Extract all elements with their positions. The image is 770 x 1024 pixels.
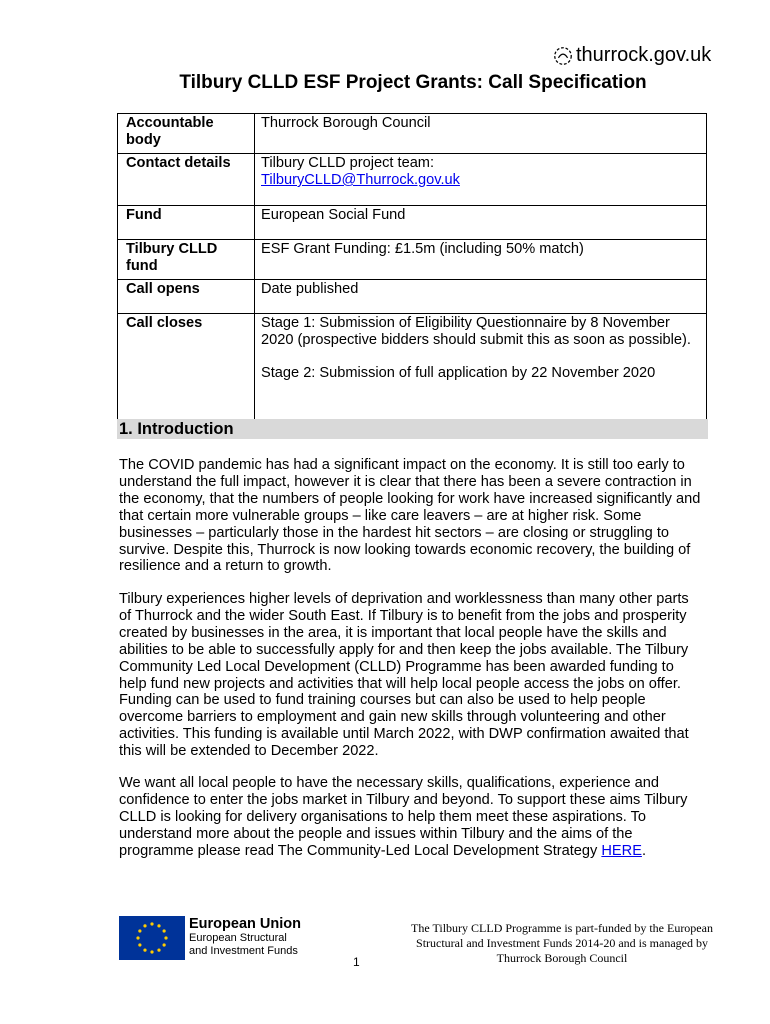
eu-title: European Union: [189, 916, 301, 932]
eu-star: [163, 943, 166, 946]
clld-fund-label: Tilbury CLLD fund: [118, 240, 255, 280]
table-row: [118, 154, 707, 206]
intro-paragraph-3-text: We want all local people to have the necessary skills, qualifications, experience and confidence to enter the jobs market in Tilbury and beyond. To support these aims Tilbury CLLD is looking for delivery organisations to help them meet these aspirations. To understand more about the people and issues within Tilbury and the aims of the programme please read The Community-Led Local Development Strategy: [119, 775, 688, 859]
accountable-label: Accountable body: [118, 114, 255, 154]
fund-label: Fund: [118, 206, 255, 240]
call-closes-stage2: Stage 2: Submission of full application by 22 November 2020: [261, 365, 656, 381]
eu-star: [143, 949, 146, 952]
eu-line-1: European Structural: [189, 932, 287, 944]
thurrock-emblem-icon: [552, 45, 574, 67]
section-heading-introduction: 1. Introduction: [117, 419, 708, 439]
call-opens-label: Call opens: [118, 280, 255, 314]
eu-star: [138, 943, 141, 946]
funding-footnote: The Tilbury CLLD Programme is part-funded by the European Structural and Investment Funds 2014-20 and is managed by Thurrock Borough Council: [411, 921, 713, 965]
call-closes-stage1: Stage 1: Submission of Eligibility Questionnaire by 8 November 2020 (prospective bidders should submit this as soon as possible).: [261, 315, 691, 348]
eu-star: [150, 950, 153, 953]
intro-paragraph-3: [119, 775, 704, 860]
contact-email-link[interactable]: TilburyCLLD@Thurrock.gov.uk: [261, 172, 460, 188]
call-spec-table: [117, 113, 707, 420]
eu-star: [157, 924, 160, 927]
call-closes-label: Call closes: [118, 314, 255, 420]
intro-paragraph-1: The COVID pandemic has had a significant impact on the economy. It is still too early to understand the full impact, however it is clear that there has been a severe contraction in the economy, that the numbers of people looking for work have increased significantly and that certain more vulnerable groups – like care leavers – are at higher risk. Some businesses – particularly those in the hardest hit sectors – are closing or struggling to survive. Despite this, Thurrock is now looking towards economic recovery, the building of resilience and a return to growth.: [119, 457, 701, 575]
contact-value: [255, 154, 707, 206]
eu-star: [164, 936, 167, 939]
thurrock-logo: [552, 44, 711, 67]
eu-funding-logo: [119, 916, 301, 960]
eu-flag-icon: [119, 916, 185, 960]
table-row: [118, 314, 707, 420]
eu-line-2: and Investment Funds: [189, 945, 298, 957]
fund-value: European Social Fund: [255, 206, 707, 240]
eu-star: [163, 929, 166, 932]
page-number: 1: [353, 955, 360, 969]
logo-text: thurrock.gov.uk: [576, 44, 712, 66]
contact-team: Tilbury CLLD project team:: [261, 155, 435, 171]
table-row: [118, 114, 707, 154]
table-row: [118, 280, 707, 314]
call-opens-value: Date published: [255, 280, 707, 314]
contact-label: Contact details: [118, 154, 255, 206]
eu-star: [136, 936, 139, 939]
table-row: [118, 240, 707, 280]
clld-fund-value: ESF Grant Funding: £1.5m (including 50% match): [255, 240, 707, 280]
eu-star: [157, 949, 160, 952]
eu-logo-text: [189, 916, 301, 958]
intro-paragraph-3-end: .: [641, 842, 646, 859]
call-closes-value: [255, 314, 707, 420]
table-row: [118, 206, 707, 240]
eu-star: [150, 922, 153, 925]
strategy-here-link[interactable]: HERE: [601, 842, 642, 859]
eu-star: [138, 929, 141, 932]
accountable-value: Thurrock Borough Council: [255, 114, 707, 154]
intro-paragraph-2: Tilbury experiences higher levels of deprivation and worklessness than many other parts of Thurrock and the wider South East. If Tilbury is to benefit from the jobs and prosperity created by businesses in the area, it is important that local people have the skills and abilities to be able to successfully apply for and then keep the jobs available. The Tilbury Community Led Local Development (CLLD) Programme has been awarded funding to help fund new projects and activities that will help local people access the jobs on offer. Funding can be used to fund training courses but can also be used to help people overcome barriers to employment and gain new skills through volunteering and other activities. This funding is available until March 2022, with DWP confirmation awaited that this will be extended to December 2022.: [119, 591, 689, 760]
page-title: Tilbury CLLD ESF Project Grants: Call Specification: [179, 72, 647, 93]
eu-star: [143, 924, 146, 927]
